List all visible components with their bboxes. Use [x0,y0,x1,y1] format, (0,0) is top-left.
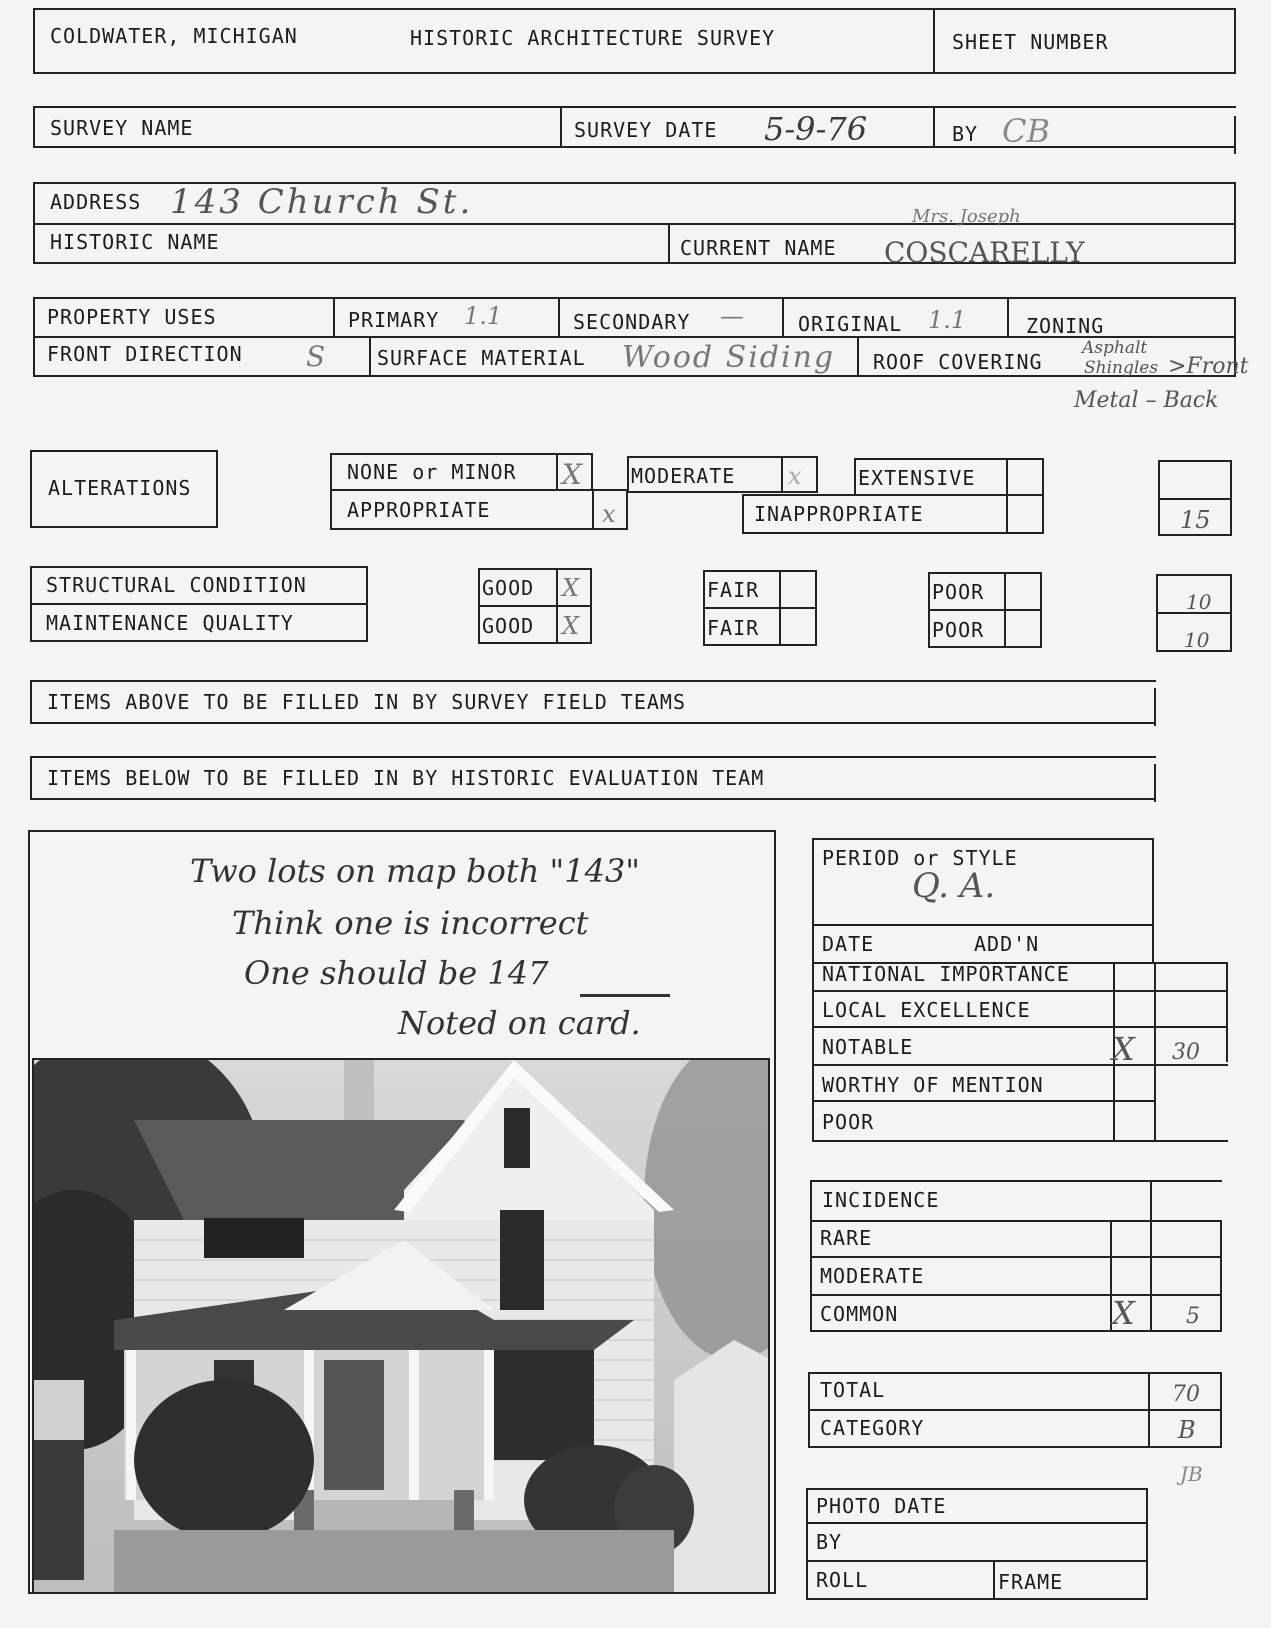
instructions-above: ITEMS ABOVE TO BE FILLED IN BY SURVEY FIELD TEAMS [47,690,687,714]
secondary-label: SECONDARY [573,310,691,334]
property-div-6 [857,336,859,377]
secondary-value: — [720,302,744,330]
survey-title: HISTORIC ARCHITECTURE SURVEY [410,26,776,50]
maintenance-quality-label: MAINTENANCE QUALITY [46,611,294,635]
category-label: CATEGORY [820,1416,925,1440]
zoning-label: ZONING [1026,314,1105,338]
note-line-3: One should be 147 [244,954,549,992]
maintenance-good-label: GOOD [482,614,535,638]
appropriate-label: APPROPRIATE [347,498,491,522]
photo-info-row-1 [806,1522,1148,1524]
instructions-below: ITEMS BELOW TO BE FILLED IN BY HISTORIC EVALUATION TEAM [47,766,765,790]
incidence-row-3 [810,1294,1222,1296]
roof-covering-4: Metal – Back [1074,388,1219,413]
incidence-moderate-label: MODERATE [820,1264,925,1288]
front-direction-value: S [306,340,326,373]
none-minor-label: NONE or MINOR [347,460,517,484]
total-value: 70 [1172,1382,1200,1407]
common-score: 5 [1186,1304,1200,1329]
importance-row-1 [812,990,1228,992]
inappropriate-label: INAPPROPRIATE [754,502,924,526]
roof-covering-1: Asphalt [1082,338,1148,358]
note-line-2: Think one is incorrect [232,904,589,942]
condition-label-div [30,603,368,605]
poor-check-div [1004,572,1006,648]
evaluator-initials: JB [1180,1462,1203,1486]
maintenance-good-mark: X [562,612,580,640]
roof-covering-label: ROOF COVERING [873,350,1043,374]
fair-box-div [703,607,817,609]
common-mark: X [1112,1294,1135,1332]
structural-condition-label: STRUCTURAL CONDITION [46,573,307,597]
structural-score: 10 [1186,590,1212,614]
notable-mark: X [1112,1030,1135,1068]
totals-row-div [808,1409,1222,1411]
header-divider [933,8,935,74]
current-name-label: CURRENT NAME [680,236,837,260]
note-line-1: Two lots on map both "143" [190,852,641,890]
importance-row-3 [812,1064,1228,1066]
property-uses-label: PROPERTY USES [47,305,217,329]
importance-row-4 [812,1100,1154,1102]
period-label: PERIOD or STYLE [822,846,1018,870]
alterations-label: ALTERATIONS [48,476,192,500]
structural-good-mark: X [562,574,580,602]
roof-covering-2: Shingles [1084,358,1159,378]
property-div-5 [369,336,371,377]
maintenance-fair-label: FAIR [707,616,760,640]
date-label: DATE [822,932,875,956]
address-value: 143 Church St. [170,182,474,222]
moderate-mark: x [788,462,802,490]
national-importance-label: NATIONAL IMPORTANCE [822,962,1070,986]
photo-date-label: PHOTO DATE [816,1494,947,1518]
house-photo [32,1058,770,1594]
notable-score: 30 [1172,1040,1200,1065]
importance-right [1226,962,1228,1062]
survey-divider-1 [560,106,562,148]
photo-info-row-2 [806,1560,1148,1562]
instructions-above-right [1154,688,1156,726]
poor-box-div [928,609,1042,611]
roll-label: ROLL [816,1568,869,1592]
none-minor-check-div [556,453,558,491]
survey-name-label: SURVEY NAME [50,116,194,140]
original-label: ORIGINAL [798,312,903,336]
house-photo-image [34,1060,770,1594]
address-label: ADDRESS [50,190,142,214]
photo-info-col [993,1560,995,1600]
structural-good-label: GOOD [482,576,535,600]
extensive-check-div [1006,458,1008,496]
survey-date-value: 5-9-76 [764,110,868,148]
current-name-note: Mrs. Joseph [912,206,1021,227]
current-name-divider [668,223,670,264]
frame-label: FRAME [998,1570,1064,1594]
address-divider [33,223,1236,225]
inappropriate-check-div [1006,494,1008,534]
surface-material-value: Wood Siding [622,340,836,375]
surface-material-label: SURFACE MATERIAL [377,346,586,370]
importance-score-col [1154,962,1156,1142]
fair-check-div [779,570,781,646]
roof-covering-3: >Front [1168,354,1249,379]
survey-by-value: CB [1002,112,1050,150]
period-value: Q. A. [912,866,996,906]
appropriate-mark: x [602,500,616,528]
instructions-below-right [1154,764,1156,802]
survey-divider-2 [933,106,935,148]
property-div-4 [1007,297,1009,336]
incidence-row-1 [810,1220,1222,1222]
local-excellence-label: LOCAL EXCELLENCE [822,998,1031,1022]
survey-by-label: BY [952,122,979,146]
importance-row-2 [812,1026,1228,1028]
survey-date-label: SURVEY DATE [574,118,718,142]
note-line-4: Noted on card. [398,1004,641,1042]
current-name-value: COSCARELLY [884,236,1085,269]
appropriate-check-div [592,489,594,530]
alterations-score: 15 [1180,506,1211,534]
moderate-label: MODERATE [631,464,736,488]
primary-label: PRIMARY [348,308,440,332]
sheet-number-label: SHEET NUMBER [952,30,1109,54]
poor-label: POOR [822,1110,875,1134]
totals-col-div [1148,1372,1150,1448]
original-value: 1.1 [928,306,967,334]
common-label: COMMON [820,1302,899,1326]
survey-row-right [1234,116,1236,154]
maintenance-score: 10 [1184,628,1210,652]
addn-label: ADD'N [974,932,1040,956]
property-div-3 [782,297,784,336]
category-value: B [1178,1416,1196,1444]
city-label: COLDWATER, MICHIGAN [50,24,298,48]
incidence-row-2 [810,1256,1222,1258]
alterations-score-div [1158,498,1232,500]
none-minor-mark: X [562,458,582,491]
maintenance-poor-label: POOR [932,618,985,642]
good-box-div [478,605,592,607]
moderate-check-div [781,456,783,493]
structural-poor-label: POOR [932,580,985,604]
historic-name-label: HISTORIC NAME [50,230,220,254]
property-div-1 [333,297,335,336]
incidence-label: INCIDENCE [822,1188,940,1212]
structural-fair-label: FAIR [707,578,760,602]
rare-label: RARE [820,1226,873,1250]
total-label: TOTAL [820,1378,886,1402]
primary-value: 1.1 [464,302,503,330]
notable-label: NOTABLE [822,1035,914,1059]
incidence-right [1220,1220,1222,1332]
good-check-div [556,568,558,644]
extensive-label: EXTENSIVE [858,466,976,490]
note-underline [580,994,670,997]
photo-by-label: BY [816,1530,843,1554]
property-div-2 [558,297,560,336]
worthy-label: WORTHY OF MENTION [822,1073,1044,1097]
front-direction-label: FRONT DIRECTION [47,342,243,366]
